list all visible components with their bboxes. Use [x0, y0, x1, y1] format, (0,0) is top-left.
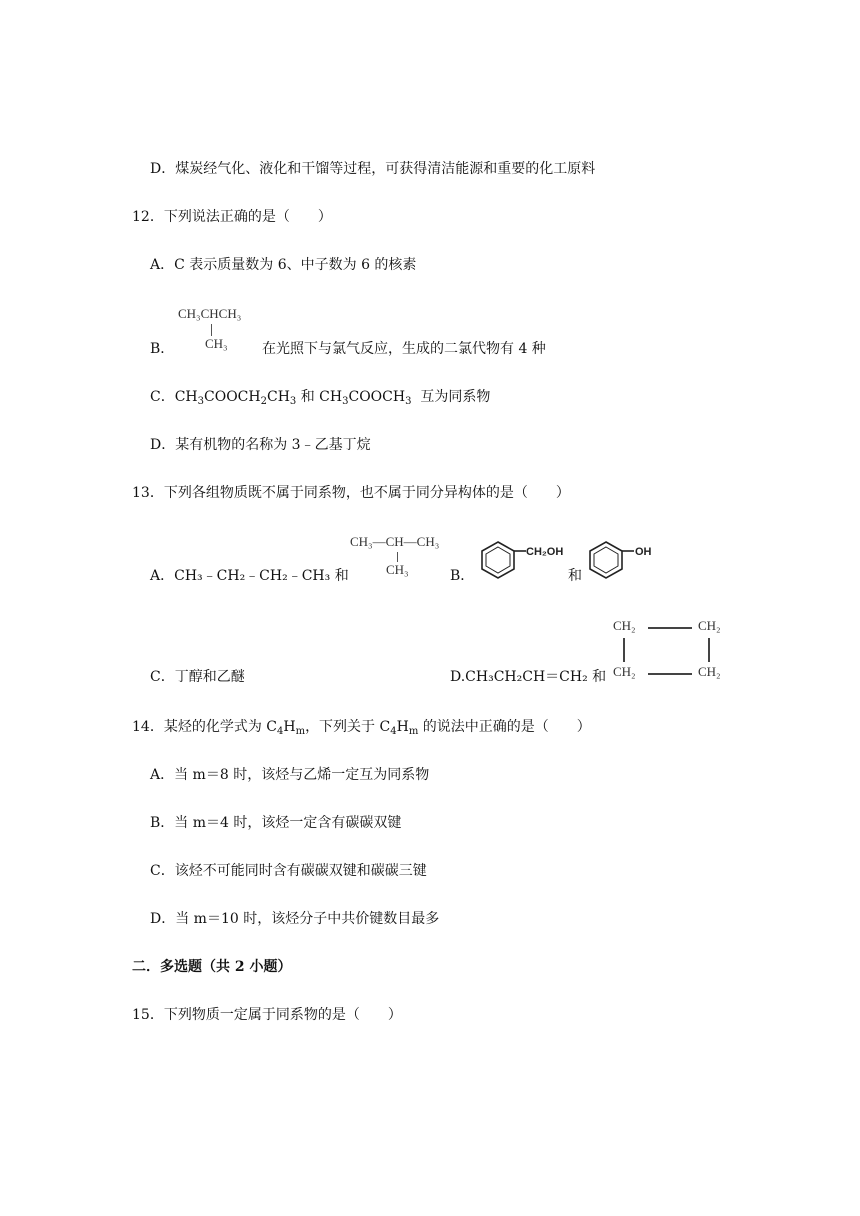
ring-ch2-top-left: CH₂	[613, 618, 636, 633]
ring-bond-right	[708, 638, 710, 662]
q14-stem: 14．某烃的化学式为 $C_4H_m$，下列关于 $C_4H_m$ 的说法中正确的是（ ）	[132, 719, 591, 737]
q15-stem: 15．下列物质一定属于同系物的是（ ）	[132, 1007, 402, 1023]
ring-bond-bottom	[648, 673, 692, 675]
q13-option-c: C．丁醇和乙醚	[150, 669, 245, 685]
cyclobutane-structure	[610, 614, 732, 686]
q12-b-structure-top: CH₃CHCH₃	[178, 306, 242, 321]
q11-option-d: D．煤炭经气化、液化和干馏等过程，可获得清洁能源和重要的化工原料	[150, 161, 596, 177]
q14-option-a: A．当 m＝8 时，该烃与乙烯一定互为同系物	[150, 767, 430, 783]
q14-option-c: C．该烃不可能同时含有碳碳双键和碳碳三键	[150, 863, 427, 879]
oh-label: OH	[635, 546, 652, 558]
q13-option-b-label: B．	[450, 568, 475, 584]
q12-stem: 12．下列说法正确的是（ ）	[132, 209, 332, 225]
q14-option-b: B．当 m＝4 时，该烃一定含有碳碳双键	[150, 815, 402, 831]
q12-b-bond	[211, 324, 212, 336]
ring-bond-top	[648, 627, 692, 629]
q12-c-post: 互为同系物	[420, 389, 491, 405]
q12-option-c: C．$CH_3COOCH_2CH_3$ 和 $CH_3COOCH_3$ 互为同系物	[150, 389, 491, 407]
section-title: 二．多选题（共 2 小题）	[132, 959, 292, 975]
q12-option-b-text: 在光照下与氯气反应，生成的二氯代物有 4 种	[262, 341, 546, 357]
q12-c-text: C．CH	[150, 389, 198, 405]
benzyl-alcohol-structure	[476, 536, 576, 582]
ring-ch2-bottom-left: CH₂	[613, 664, 636, 679]
q13-a-bond	[397, 552, 398, 562]
ch2oh-label: CH₂OH	[526, 546, 564, 558]
q14-stem-mid: ，下列关于 C	[305, 719, 391, 735]
q12-option-a: A．C 表示质量数为 6、中子数为 6 的核素	[150, 257, 417, 273]
q13-option-d-text: D.CH₃CH₂CH＝CH₂ 和	[450, 669, 607, 685]
q13-stem: 13．下列各组物质既不属于同系物，也不属于同分异构体的是（ ）	[132, 485, 570, 501]
q14-option-d: D．当 m＝10 时，该烃分子中共价键数目最多	[150, 911, 440, 927]
q12-option-b-label: B．	[150, 341, 175, 357]
q13-a-structure-top: CH₃—CH—CH₃	[350, 534, 440, 549]
q14-stem-post: 的说法中正确的是（ ）	[422, 719, 591, 735]
ring-bond-left	[623, 638, 625, 662]
q14-stem-pre: 14．某烃的化学式为 C	[132, 719, 277, 735]
q13-option-a-text: A．CH₃﹣CH₂﹣CH₂﹣CH₃ 和	[150, 568, 349, 584]
ring-ch2-top-right: CH₂	[698, 618, 721, 633]
q12-b-structure	[178, 306, 242, 351]
phenol-structure	[584, 536, 664, 582]
ring-ch2-bottom-right: CH₂	[698, 664, 721, 679]
q13-a-structure	[350, 534, 440, 577]
q13-a-structure-bottom: CH₃	[386, 562, 409, 577]
q12-b-structure-bottom: CH₃	[205, 336, 228, 351]
q12-option-d: D．某有机物的名称为 3﹣乙基丁烷	[150, 437, 371, 453]
q13-option-b-and: 和	[568, 568, 582, 584]
